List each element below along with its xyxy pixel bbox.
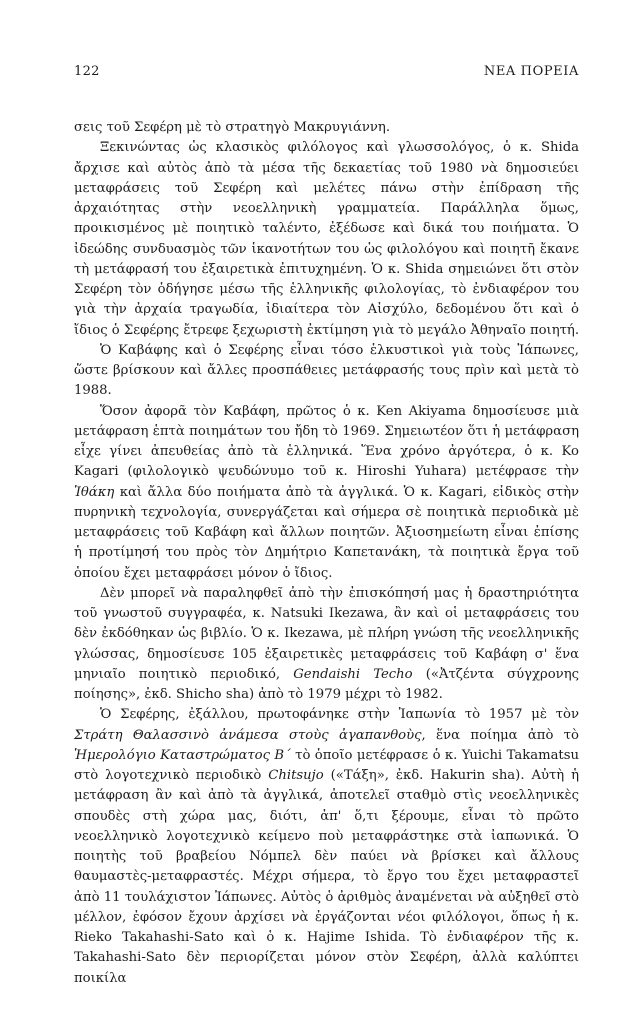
text-run: («Τάξη», ἐκδ. Hakurin sha). Αὐτὴ ἡ μετάφραση ἂν καὶ ἀπὸ τὰ ἀγγλικά, ἀποτελεῖ σταθμὸ στὶς νεοελληνικὲς σπουδὲς στὴ χώρα μας, διότι, ἀπ' ὅ,τι ξέρουμε, εἶναι τὸ πρῶτο νεοελληνικὸ λογοτεχνικὸ κείμενο ποὺ μεταφράστηκε στὰ ἰαπωνικά. Ὁ ποιητὴς τοῦ βραβείου Νόμπελ δὲν παύει νὰ βρίσκει καὶ ἄλλους θαυμαστὲς-μεταφραστές. Μέχρι σήμερα, τὸ ἔργο του ἔχει μεταφραστεῖ ἀπὸ 11 τουλάχιστον Ἰάπωνες. Αὐτὸς ὁ ἀριθμὸς ἀναμένεται νὰ αὐξηθεῖ στὸ μέλλον, ἐφόσον ἔχουν ἀρχίσει νὰ ἐργάζονται νέοι φιλόλογοι, ὅπως ἡ κ. Rieko Takahashi-Sato καὶ ὁ κ. Hajime Ishida. Τὸ ἐνδιαφέρον τῆς κ. Takahashi-Sato δὲν περιορίζεται μόνον στὸν Σεφέρη, ἀλλὰ καλύπτει ποικίλα xyxy=(74,768,580,986)
body-text xyxy=(74,118,579,989)
text-run: Ὅσον ἀφορᾶ τὸν Καβάφη, πρῶτος ὁ κ. Ken Akiyama δημοσίευσε μιὰ μετάφραση ἑπτὰ ποιημάτων του ἤδη τὸ 1969. Σημειωτέον ὅτι ἡ μετάφραση εἶχε γίνει ἀπευθείας ἀπὸ τὰ ἑλληνικά. Ἕνα χρόνο ἀργότερα, ὁ κ. Ko Kagari (φιλολογικὸ ψευδώνυμο τοῦ κ. Hiroshi Yuhara) μετέφρασε τὴν xyxy=(74,403,579,480)
paragraph-p5 xyxy=(74,705,579,989)
text-run: τὸ ὁποῖο μετέφρασε ὁ κ. Yuichi Takamatsu στὸ λογοτεχνικὸ περιοδικὸ xyxy=(74,747,579,783)
paragraph-p0 xyxy=(74,118,579,138)
text-run: Ὁ Σεφέρης, ἐξάλλου, πρωτοφάνηκε στὴν Ἰαπωνία τὸ 1957 μὲ τὸν xyxy=(100,707,579,723)
text-run: σεις τοῦ Σεφέρη μὲ τὸ στρατηγὸ Μακρυγιάννη. xyxy=(74,120,391,135)
journal-title: ΝΕΑ ΠΟΡΕΙΑ xyxy=(483,64,579,79)
text-run: Ξεκινώντας ὡς κλασικὸς φιλόλογος καὶ γλωσσολόγος, ὁ κ. Shida ἄρχισε καὶ αὐτὸς ἀπὸ τὰ μέσα τῆς δεκαετίας τοῦ 1980 νὰ δημοσιεύει μεταφράσεις τοῦ Σεφέρη καὶ μελέτες πάνω στὴν ἐπίδραση τῆς ἀρχαιότητας στὴν νεοελληνικὴ γραμματεία. Παράλληλα ὅμως, προικισμένος μὲ ποιητικὸ ταλέντο, ἐξέδωσε καὶ δικά του ποιήματα. Ὁ ἰδεώδης συνδυασμὸς τῶν ἱκανοτήτων του ὡς φιλολόγου καὶ ποιητῆ ἔκανε τὴ μετάφρασή του ἐξαιρετικὰ ἐπιτυχημένη. Ὁ κ. Shida σημειώνει ὅτι στὸν Σεφέρη τὸν ὁδήγησε μέσω τῆς ἑλληνικῆς φιλολογίας, τὸ ἐνδιαφέρον του γιὰ τὴν ἀρχαία τραγωδία, ἰδιαίτερα τὸν Αἰσχύλο, δεδομένου ὅτι καὶ ὁ ἴδιος ὁ Σεφέρης ἔτρεφε ξεχωριστὴ ἐκτίμηση γιὰ τὸ μεγάλο Ἀθηναῖο ποιητή. xyxy=(74,140,580,338)
italic-title: Chitsujo xyxy=(268,768,324,783)
page-number: 122 xyxy=(74,64,100,79)
italic-title: Ἡμερολόγιο Καταστρώματος Β΄ xyxy=(74,747,291,763)
italic-title: Ἰθάκη xyxy=(74,484,115,500)
running-header xyxy=(74,64,579,84)
text-run: Δὲν μπορεῖ νὰ παραληφθεῖ ἀπὸ τὴν ἐπισκόπησή μας ἡ δραστηριότητα τοῦ γνωστοῦ συγγραφέα, κ. Natsuki Ikezawa, ἂν καὶ οἱ μεταφράσεις του δὲν ἐκδόθηκαν ὡς βιβλίο. Ὁ κ. Ikezawa, μὲ πλήρη γνώση τῆς νεοελληνικῆς γλώσσας, δημοσίευσε 105 ἐξαιρετικὲς μεταφράσεις τοῦ Καβάφη σ' ἕνα μηνιαῖο ποιητικὸ περιοδικό, xyxy=(74,585,579,682)
italic-title: Gendaishi Techo xyxy=(293,666,413,682)
paragraph-p3 xyxy=(74,402,579,584)
paragraph-p1 xyxy=(74,138,579,341)
text-run: («Ἀτζέντα σύγχρονης ποίησης», ἐκδ. Shicho sha) ἀπὸ τὸ 1979 μέχρι τὸ 1982. xyxy=(74,666,579,702)
italic-title: Στράτη Θαλασσινὸ ἀνάμεσα στοὺς ἀγαπανθοὺς xyxy=(74,727,422,743)
paragraph-p4 xyxy=(74,584,579,706)
text-run: καὶ ἄλλα δύο ποιήματα ἀπὸ τὰ ἀγγλικά. Ὁ κ. Kagari, εἰδικὸς στὴν πυρηνικὴ τεχνολογία, συνεργάζεται καὶ σήμερα σὲ ποιητικὰ περιοδικὰ μὲ μεταφράσεις τοῦ Καβάφη καὶ ἄλλων ποιητῶν. Ἀξιοσημείωτη εἶναι ἐπίσης ἡ προτίμησή του πρὸς τὸν Δημήτριο Καπετανάκη, τὰ ποιητικὰ ἔργα τοῦ ὁποίου ἔχει μεταφράσει μόνον ὁ ἴδιος. xyxy=(74,484,579,581)
text-run: Ὁ Καβάφης καὶ ὁ Σεφέρης εἶναι τόσο ἑλκυστικοὶ γιὰ τοὺς Ἰάπωνες, ὥστε βρίσκουν καὶ ἄλλες προσπάθειες μετάφρασής τους πρὶν καὶ μετὰ τὸ 1988. xyxy=(74,342,579,399)
paragraph-p2 xyxy=(74,341,579,402)
text-run: , ἕνα ποίημα ἀπὸ τὸ xyxy=(421,727,579,743)
